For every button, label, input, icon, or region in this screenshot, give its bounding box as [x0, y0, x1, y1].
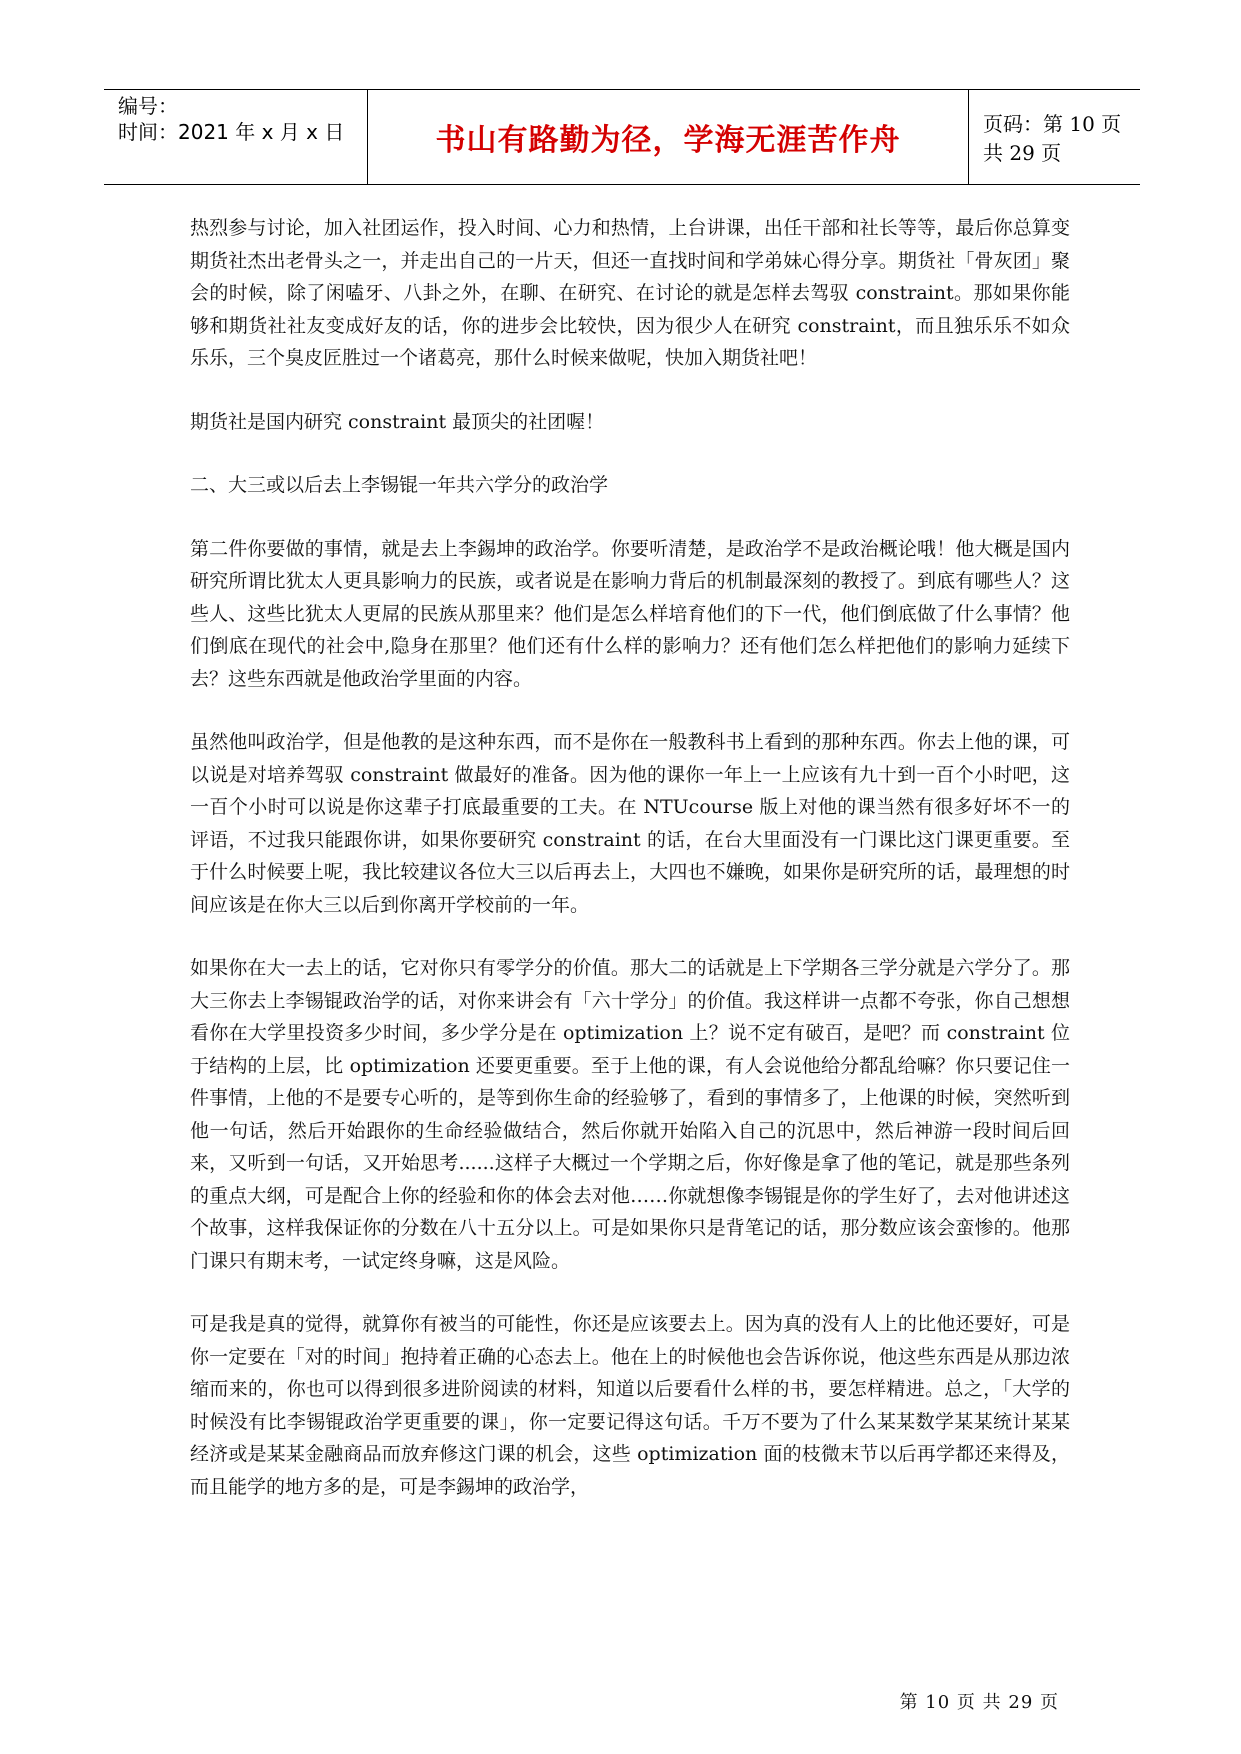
header-page-cell — [969, 90, 1140, 184]
document-number-label: 编号： — [118, 94, 178, 118]
body-paragraph: 可是我是真的觉得，就算你有被当的可能性，你还是应该要去上。因为真的没有人上的比他还要好，可是你一定要在「对的时间」抱持着正确的心态去上。他在上的时候他也会告诉你说，他这些东西是从那边浓缩而来的，你也可以得到很多进阶阅读的材料，知道以后要看什么样的书，要怎样精进。总之，「大学的时候没有比李锡锟政治学更重要的课」，你一定要记得这句话。千万不要为了什么某某数学某某统计某某经济或是某某金融商品而放弃修这门课的机会，这些 optimization 面的枝微末节以后再学都还来得及，而且能学的地方多的是，可是李錫坤的政治学， — [190, 1313, 1070, 1498]
document-date-label: 时间：2021 年 x 月 x 日 — [118, 120, 345, 144]
page-header — [104, 89, 1140, 185]
body-paragraph: 热烈参与讨论，加入社团运作，投入时间、心力和热情，上台讲课，出任干部和社长等等，最后你总算变期货社杰出老骨头之一，并走出自己的一片天，但还一直找时间和学弟妹心得分享。期货社「骨灰团」聚会的时候，除了闲嗑牙、八卦之外，在聊、在研究、在讨论的就是怎样去驾驭 constraint。那如果你能够和期货社社友变成好友的话，你的进步会比较快，因为很少人在研究 constraint，而且独乐乐不如众乐乐，三个臭皮匠胜过一个诸葛亮，那什么时候来做呢，快加入期货社吧！ — [190, 217, 1070, 369]
header-meta-cell — [104, 90, 368, 184]
section-heading: 二、大三或以后去上李锡锟一年共六学分的政治学 — [190, 474, 609, 496]
body-paragraph: 第二件你要做的事情，就是去上李錫坤的政治学。你要听清楚，是政治学不是政治概论哦！他大概是国内研究所谓比犹太人更具影响力的民族，或者说是在影响力背后的机制最深刻的教授了。到底有哪些人？这些人、这些比犹太人更屌的民族从那里来？他们是怎么样培育他们的下一代，他们倒底做了什么事情？他们倒底在现代的社会中,隐身在那里？他们还有什么样的影响力？还有他们怎么样把他们的影响力延续下去？这些东西就是他政治学里面的内容。 — [190, 537, 1070, 690]
header-motto-cell — [368, 90, 969, 184]
body-paragraph: 如果你在大一去上的话，它对你只有零学分的价值。那大二的话就是上下学期各三学分就是六学分了。那大三你去上李锡锟政治学的话，对你来讲会有「六十学分」的价值。我这样讲一点都不夸张，你自己想想看你在大学里投资多少时间，多少学分是在 optimization 上？说不定有破百，是吧？而 constraint 位于结构的上层，比 optimization 还要更重要。至于上他的课，有人会说他给分都乱给嘛？你只要记住一件事情，上他的不是要专心听的，是等到你生命的经验够了，看到的事情多了，上他课的时候，突然听到他一句话，然后开始跟你的生命经验做结合，然后你就开始陷入自己的沉思中，然后神游一段时间后回来，又听到一句话，又开始思考......这样子大概过一个学期之后，你好像是拿了他的笔记，就是那些条列的重点大纲，可是配合上你的经验和你的体会去对他……你就想像李锡锟是你的学生好了，去对他讲述这个故事，这样我保证你的分数在八十五分以上。可是如果你只是背笔记的话，那分数应该会蛮惨的。他那门课只有期末考，一试定终身嘛，这是风险。 — [190, 957, 1070, 1272]
document-body — [190, 212, 1070, 1503]
header-motto: 书山有路勤为径，学海无涯苦作舟 — [435, 123, 901, 158]
body-paragraph: 虽然他叫政治学，但是他教的是这种东西，而不是你在一般教科书上看到的那种东西。你去上他的课，可以说是对培养驾驭 constraint 做最好的准备。因为他的课你一年上一上应该有九十到一百个小时吧，这一百个小时可以说是你这辈子打底最重要的工夫。在 NTUcourse 版上对他的课当然有很多好坏不一的评语，不过我只能跟你讲，如果你要研究 constraint 的话，在台大里面没有一门课比这门课更重要。至于什么时候要上呢，我比较建议各位大三以后再去上，大四也不嫌晚，如果你是研究所的话，最理想的时间应该是在你大三以后到你离开学校前的一年。 — [190, 731, 1070, 916]
page-footer-number: 第 10 页 共 29 页 — [899, 1692, 1059, 1713]
header-page-info: 页码：第 10 页 共 29 页 — [983, 112, 1122, 165]
body-paragraph: 期货社是国内研究 constraint 最顶尖的社团喔！ — [190, 410, 605, 433]
